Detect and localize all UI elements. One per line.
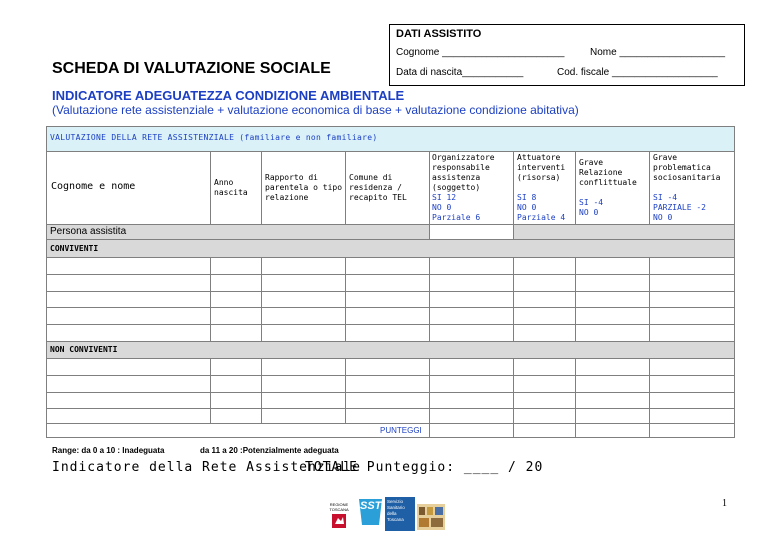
partner-logo-icon [417, 504, 445, 530]
non-conviventi-label: NON CONVIVENTI [50, 345, 118, 354]
regione-toscana-logo [327, 502, 351, 530]
indicator-description: (Valutazione rete assistenziale + valutazione economica di base + valutazione condizione abitativa) [52, 103, 579, 117]
page-number: 1 [722, 498, 727, 509]
header-grave-relazione: Grave Relazione conflittuale SI -4 NO 0 [579, 158, 637, 217]
valutazione-table [46, 126, 734, 438]
cod-fiscale-field: Cod. fiscale ___________________ [557, 67, 718, 78]
header-attuatore: Attuatore interventi (risorsa) SI 8 NO 0 Parziale 4 [517, 153, 566, 222]
section-title-cell [46, 126, 734, 151]
cognome-field: Cognome ______________________ [396, 47, 565, 58]
persona-assistita-row [46, 224, 734, 239]
persona-assistita-label: Persona assistita [50, 226, 127, 237]
non-conviventi-band [46, 341, 734, 358]
sst-logo [357, 497, 415, 531]
indicatore-label: Indicatore della Rete Assistenziale [52, 460, 361, 475]
pegasus-icon [327, 512, 351, 530]
punteggi-label: PUNTEGGI [380, 426, 422, 435]
range-adeguata: da 11 a 20 :Potenzialmente adeguata [200, 446, 339, 455]
nome-field: Nome ___________________ [590, 47, 726, 58]
range-inadeguata: Range: da 0 a 10 : Inadeguata [52, 446, 165, 455]
conviventi-label: CONVIVENTI [50, 244, 99, 253]
totale-punteggio: TOTALE Punteggio: ____ / 20 [305, 460, 544, 475]
sst-text-block: Servizio Sanitario della Toscana [385, 497, 415, 531]
persona-organizzatore-cell[interactable] [429, 224, 513, 239]
header-anno-nascita: Anno nascita [214, 178, 248, 197]
dati-assistito-title: DATI ASSISTITO [396, 28, 482, 40]
indicator-title: INDICATORE ADEGUATEZZA CONDIZIONE AMBIENTALE [52, 88, 405, 103]
regione-logo-text: REGIONE TOSCANA [329, 502, 349, 512]
header-grave-problematica: Grave problematica sociosanitaria SI -4 PARZIALE -2 NO 0 [653, 153, 721, 222]
data-nascita-field: Data di nascita___________ [396, 67, 524, 78]
header-cognome-nome: Cognome e nome [51, 181, 136, 192]
conviventi-band [46, 239, 734, 257]
partner-logo [417, 504, 445, 530]
dati-assistito-box [389, 24, 745, 86]
header-rapporto: Rapporto di parentela o tipo relazione [265, 173, 343, 202]
sst-emblem: SST [357, 497, 384, 529]
header-comune: Comune di residenza / recapito TEL [349, 173, 407, 202]
page-title: SCHEDA DI VALUTAZIONE SOCIALE [52, 60, 331, 77]
section-title: VALUTAZIONE DELLA RETE ASSISTENZIALE (familiare e non familiare) [50, 133, 378, 142]
header-organizzatore: Organizzatore responsabile assistenza (soggetto) SI 12 NO 0 Parziale 6 [432, 153, 495, 222]
